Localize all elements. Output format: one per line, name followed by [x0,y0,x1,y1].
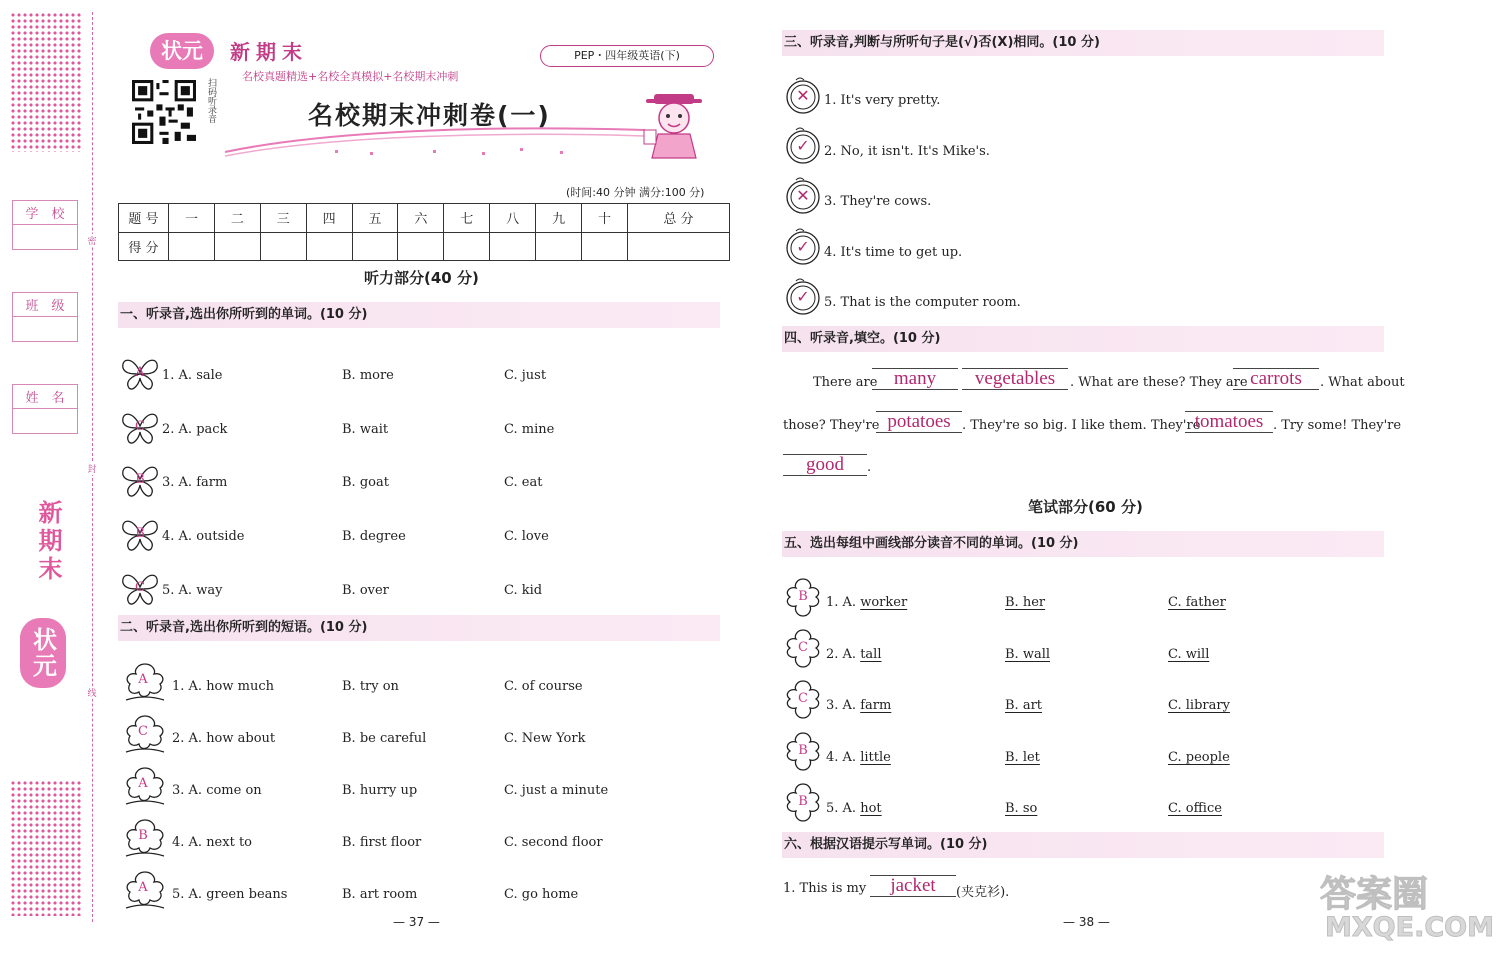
option-a-prefix: 2. A. [826,647,861,662]
flower-answer-badge [122,868,164,910]
option-a: 3. A. come on [172,783,262,798]
option-a: 2. A. how about [172,731,276,746]
option-c: C. office [1168,801,1222,816]
score-cell[interactable] [352,232,398,261]
score-cell[interactable] [169,232,215,261]
blank-answer[interactable]: potatoes [876,411,962,433]
answer-letter: A [138,776,148,791]
answer-letter: B [798,743,808,758]
write-item-hint: (夹克衫). [956,885,1010,900]
option-b: B. hurry up [342,783,418,798]
score-cell[interactable] [536,232,582,261]
passage-text: . Try some! They're [1273,418,1402,433]
option-b: B. degree [342,529,406,544]
answer-letter: B [135,472,145,487]
option-c: C. just a minute [504,783,609,798]
answer-letter: C [138,724,148,739]
judge-answer-badge [782,174,822,214]
option-c: C. New York [504,731,586,746]
flower-answer-badge [782,576,824,618]
option-b: B. goat [342,475,389,490]
score-col: 二 [214,204,260,233]
page-title: 名校期末冲刺卷(一) [308,101,551,130]
blank-answer[interactable]: good [783,454,867,476]
section2-title: 二、听录音,选出你所听到的短语。(10 分) [118,615,720,641]
answer-letter: B [138,828,148,843]
option-a [826,647,882,662]
option-a-word: worker [860,595,908,610]
binding-mark-close: 封 [86,462,98,475]
school-label-2: 校 [51,207,65,222]
option-c: C. of course [504,679,583,694]
passage-text: There are [813,375,878,390]
blank-answer[interactable]: vegetables [962,368,1068,390]
name-field[interactable] [12,384,78,434]
answer-letter: A [138,672,148,687]
option-c: C. just [504,368,547,383]
option-a: 1. A. sale [162,368,223,383]
page-number-left: — 37 — [393,915,440,929]
score-col: 九 [536,204,582,233]
watermark-url: MXQE.COM [1325,912,1494,943]
score-cell[interactable] [260,232,306,261]
name-label-2: 名 [51,391,65,406]
judge-sentence: 3. They're cows. [824,194,932,209]
passage-text: . What are these? They are [1070,375,1248,390]
score-col: 四 [306,204,352,233]
passage-text: . They're so big. I like them. They're [962,418,1201,433]
option-a: 5. A. way [162,583,223,598]
option-a-prefix: 5. A. [826,801,861,816]
option-c: C. will [1168,647,1210,662]
section6-title: 六、根据汉语提示写单词。(10 分) [782,832,1384,858]
dot-pattern-bottom [10,780,82,916]
option-a [826,750,891,765]
option-c: C. father [1168,595,1226,610]
write-item-answer[interactable]: jacket [870,875,956,897]
score-row2-label: 得 分 [119,232,169,261]
butterfly-answer-badge [119,352,161,394]
butterfly-answer-badge [119,459,161,501]
dot-pattern-top [10,12,82,152]
judge-sentence: 5. That is the computer room. [824,295,1021,310]
option-a: 3. A. farm [162,475,228,490]
binding-mark-seal: 密 [86,234,98,247]
grade-badge: PEP・四年级英语(下) [540,45,714,67]
vertical-brand: 新期末 [34,500,63,584]
flower-answer-badge [782,678,824,720]
title-swoosh-decoration [220,122,650,158]
option-c: C. eat [504,475,543,490]
option-b: B. more [342,368,394,383]
flower-answer-badge [782,730,824,772]
flower-answer-badge [122,712,164,754]
judge-sentence: 1. It's very pretty. [824,93,941,108]
school-field[interactable] [12,200,78,250]
score-cell[interactable] [627,232,729,261]
name-label-1: 姓 [25,391,39,406]
section4-title: 四、听录音,填空。(10 分) [782,326,1384,352]
option-c: C. love [504,529,549,544]
brand-name: 新期末 [230,40,308,64]
option-b: B. let [1005,750,1040,765]
section5-title: 五、选出每组中画线部分读音不同的单词。(10 分) [782,531,1384,557]
option-a: 2. A. pack [162,422,228,437]
score-cell[interactable] [490,232,536,261]
option-b: B. try on [342,679,399,694]
option-b: B. over [342,583,389,598]
answer-letter: B [798,589,808,604]
option-b: B. wait [342,422,389,437]
answer-letter: C [798,640,808,655]
blank-answer[interactable]: carrots [1233,368,1319,390]
score-col: 五 [352,204,398,233]
passage-text: . [867,460,872,475]
option-a: 1. A. how much [172,679,275,694]
vertical-logo: 状元 [20,618,66,688]
judge-answer-badge [782,124,822,164]
flower-answer-badge [122,764,164,806]
score-table [118,203,730,261]
flower-answer-badge [122,660,164,702]
option-c: C. people [1168,750,1230,765]
option-a-word: hot [860,801,882,816]
blank-answer[interactable]: tomatoes [1185,411,1273,433]
score-col: 六 [398,204,444,233]
option-a [826,595,907,610]
option-c: C. second floor [504,835,603,850]
option-a-word: farm [860,698,892,713]
judge-mark: ✕ [796,186,810,205]
option-b: B. her [1005,595,1046,610]
butterfly-answer-badge [119,406,161,448]
answer-letter: A [135,365,145,380]
score-cell[interactable] [306,232,352,261]
judge-mark: ✕ [796,86,810,105]
option-c: C. mine [504,422,555,437]
class-label-1: 班 [25,299,39,314]
section3-title: 三、听录音,判断与所听句子是(√)否(X)相同。(10 分) [782,30,1384,56]
option-b: B. art room [342,887,418,902]
tagline: 名校真题精选+名校全真模拟+名校期末冲刺 [242,70,459,83]
watermark-text: 答案圈 [1320,874,1429,915]
flower-answer-badge [782,781,824,823]
option-b: B. be careful [342,731,427,746]
passage-text: . What about [1320,375,1405,390]
score-col: 一 [169,204,215,233]
answer-letter: A [138,880,148,895]
binding-mark-line: 线 [86,686,98,699]
passage-text: those? They're [783,418,880,433]
blank-answer[interactable]: many [872,368,958,390]
score-row1-label: 题 号 [119,204,169,233]
flower-answer-badge [782,627,824,669]
judge-answer-badge [782,74,822,114]
flower-answer-badge [122,816,164,858]
judge-mark: ✓ [796,287,810,306]
judge-answer-badge [782,275,822,315]
option-b: B. first floor [342,835,422,850]
option-a: 4. A. outside [162,529,245,544]
answer-letter: B [798,794,808,809]
option-a-prefix: 3. A. [826,698,861,713]
judge-sentence: 2. No, it isn't. It's Mike's. [824,144,990,159]
score-header-row [119,204,730,233]
option-a-word: little [860,750,891,765]
answer-letter: B [135,526,145,541]
option-a: 4. A. next to [172,835,252,850]
option-a-word: tall [860,647,882,662]
butterfly-answer-badge [119,567,161,609]
scan-hint: 扫码听录音 [206,78,216,123]
writing-heading: 笔试部分(60 分) [1028,498,1143,516]
option-a: 5. A. green beans [172,887,288,902]
section1-title: 一、听录音,选出你所听到的单词。(10 分) [118,302,720,328]
score-cell[interactable] [398,232,444,261]
judge-mark: ✓ [796,237,810,256]
listening-heading: 听力部分(40 分) [364,269,479,287]
judge-sentence: 4. It's time to get up. [824,245,963,260]
score-col: 三 [260,204,306,233]
score-value-row [119,232,730,261]
score-cell[interactable] [444,232,490,261]
option-a-prefix: 4. A. [826,750,861,765]
judge-answer-badge [782,225,822,265]
butterfly-answer-badge [119,513,161,555]
score-col-total: 总 分 [627,204,729,233]
score-col: 七 [444,204,490,233]
score-col: 八 [490,204,536,233]
score-col: 十 [582,204,628,233]
option-b: B. wall [1005,647,1051,662]
option-a [826,801,882,816]
answer-letter: C [798,691,808,706]
write-item-prefix: 1. This is my [783,881,867,896]
option-b: B. art [1005,698,1043,713]
option-a-prefix: 1. A. [826,595,861,610]
answer-letter: C [135,419,145,434]
option-c: C. library [1168,698,1230,713]
answer-letter: C [135,580,145,595]
option-c: C. go home [504,887,579,902]
page-number-right: — 38 — [1063,915,1110,929]
qr-code-icon[interactable] [132,80,196,144]
score-cell[interactable] [582,232,628,261]
option-c: C. kid [504,583,543,598]
class-field[interactable] [12,292,78,342]
option-b: B. so [1005,801,1038,816]
judge-mark: ✓ [796,136,810,155]
option-a [826,698,891,713]
class-label-2: 级 [51,299,65,314]
scholar-mascot-icon [640,90,708,160]
brand-logo: 状元 [150,33,214,69]
school-label-1: 学 [25,207,39,222]
score-cell[interactable] [214,232,260,261]
time-info: (时间:40 分钟 满分:100 分) [566,186,705,199]
